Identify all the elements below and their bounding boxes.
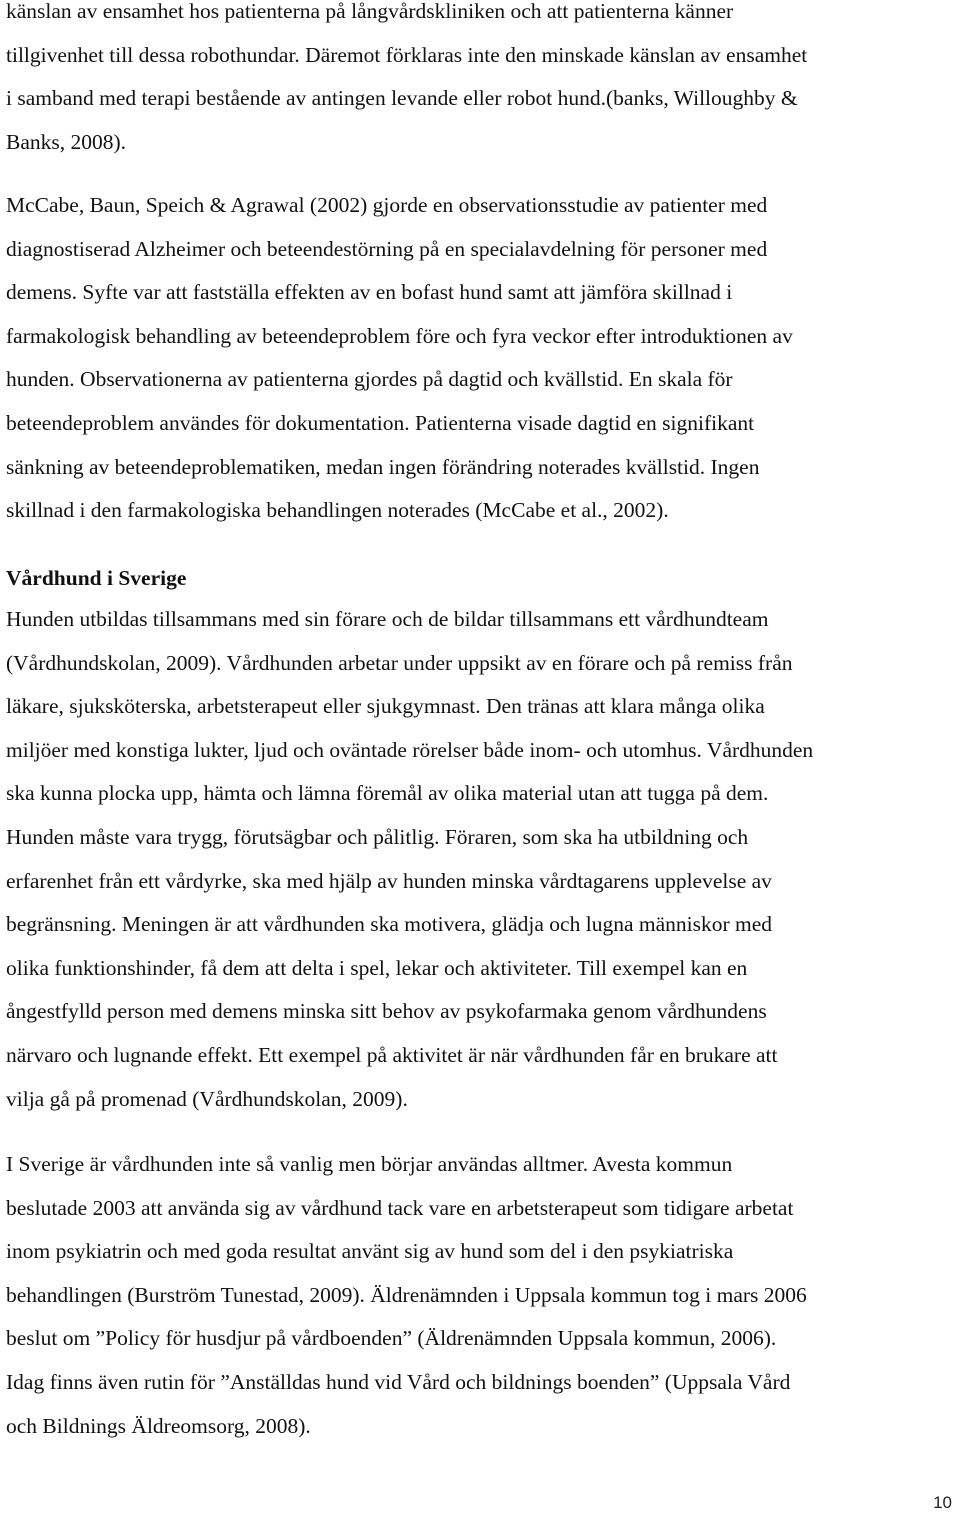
paragraph-line: känslan av ensamhet hos patienterna på långvårdskliniken och att patienterna känner <box>6 0 734 23</box>
paragraph-1 <box>6 0 807 164</box>
paragraph-line: behandlingen (Burström Tunestad, 2009). Äldrenämnden i Uppsala kommun tog i mars 2006 <box>6 1282 807 1307</box>
paragraph-line: tillgivenhet till dessa robothundar. Däremot förklaras inte den minskade känslan av ensamhet <box>6 42 808 67</box>
paragraph-line: erfarenhet från ett vårdyrke, ska med hjälp av hunden minska vårdtagarens upplevelse av <box>6 868 772 893</box>
paragraph-line: beteendeproblem användes för dokumentation. Patienterna visade dagtid en signifikant <box>6 410 755 435</box>
paragraph-line: närvaro och lugnande effekt. Ett exempel på aktivitet är när vårdhunden får en brukare att <box>6 1042 778 1067</box>
paragraph-line: sänkning av beteendeproblematiken, medan ingen förändring noterades kvällstid. Ingen <box>6 454 760 479</box>
paragraph-line: farmakologisk behandling av beteendeproblem före och fyra veckor efter introduktionen av <box>6 323 793 348</box>
paragraph-line: ångestfylld person med demens minska sitt behov av psykofarmaka genom vårdhundens <box>6 999 767 1024</box>
paragraph-line: inom psykiatrin och med goda resultat använt sig av hund som del i den psykiatriska <box>6 1239 734 1264</box>
paragraph-line: läkare, sjuksköterska, arbetsterapeut eller sjukgymnast. Den tränas att klara många olika <box>6 694 765 719</box>
paragraph-line: vilja gå på promenad (Vårdhundskolan, 2009). <box>6 1086 408 1111</box>
paragraph-line: I Sverige är vårdhunden inte så vanlig men börjar användas alltmer. Avesta kommun <box>6 1152 733 1176</box>
paragraph-line: Hunden utbildas tillsammans med sin förare och de bildar tillsammans ett vårdhundteam <box>6 607 769 631</box>
section-heading: Vårdhund i Sverige <box>6 566 187 590</box>
paragraph-4 <box>6 1143 807 1448</box>
paragraph-line: Hunden måste vara trygg, förutsägbar och pålitlig. Föraren, som ska ha utbildning och <box>6 824 749 849</box>
paragraph-line: skillnad i den farmakologiska behandlingen noterades (McCabe et al., 2002). <box>6 498 669 523</box>
paragraph-line: McCabe, Baun, Speich & Agrawal (2002) gjorde en observationsstudie av patienter med <box>6 193 768 217</box>
paragraph-line: demens. Syfte var att fastställa effekten av en bofast hund samt att jämföra skillnad i <box>6 280 733 305</box>
paragraph-line: Idag finns även rutin för ”Anställdas hund vid Vård och bildnings boenden” (Uppsala Vård <box>6 1369 791 1394</box>
paragraph-line: och Bildnings Äldreomsorg, 2008). <box>6 1413 311 1438</box>
paragraph-line: olika funktionshinder, få dem att delta i spel, lekar och aktiviteter. Till exempel kan en <box>6 955 748 980</box>
paragraph-line: miljöer med konstiga lukter, ljud och oväntade rörelser både inom- och utomhus. Vårdhunden <box>6 737 814 762</box>
paragraph-line: (Vårdhundskolan, 2009). Vårdhunden arbetar under uppsikt av en förare och på remiss från <box>6 650 793 675</box>
paragraph-line: ska kunna plocka upp, hämta och lämna föremål av olika material utan att tugga på dem. <box>6 781 769 806</box>
paragraph-line: i samband med terapi bestående av antingen levande eller robot hund.(banks, Willoughby & <box>6 86 798 111</box>
page-number: 10 <box>933 1493 952 1512</box>
paragraph-line: begränsning. Meningen är att vårdhunden ska motivera, glädja och lugna människor med <box>6 912 773 937</box>
paragraph-3 <box>6 598 813 1121</box>
paragraph-line: beslut om ”Policy för husdjur på vårdboenden” (Äldrenämnden Uppsala kommun, 2006). <box>6 1326 777 1351</box>
paragraph-line: diagnostiserad Alzheimer och beteendestörning på en specialavdelning för personer med <box>6 236 768 261</box>
paragraph-2 <box>6 184 793 533</box>
paragraph-line: Banks, 2008). <box>6 129 127 154</box>
paragraph-line: hunden. Observationerna av patienterna gjordes på dagtid och kvällstid. En skala för <box>6 367 733 392</box>
paragraph-line: beslutade 2003 att använda sig av vårdhund tack vare en arbetsterapeut som tidigare arbetat <box>6 1195 794 1220</box>
